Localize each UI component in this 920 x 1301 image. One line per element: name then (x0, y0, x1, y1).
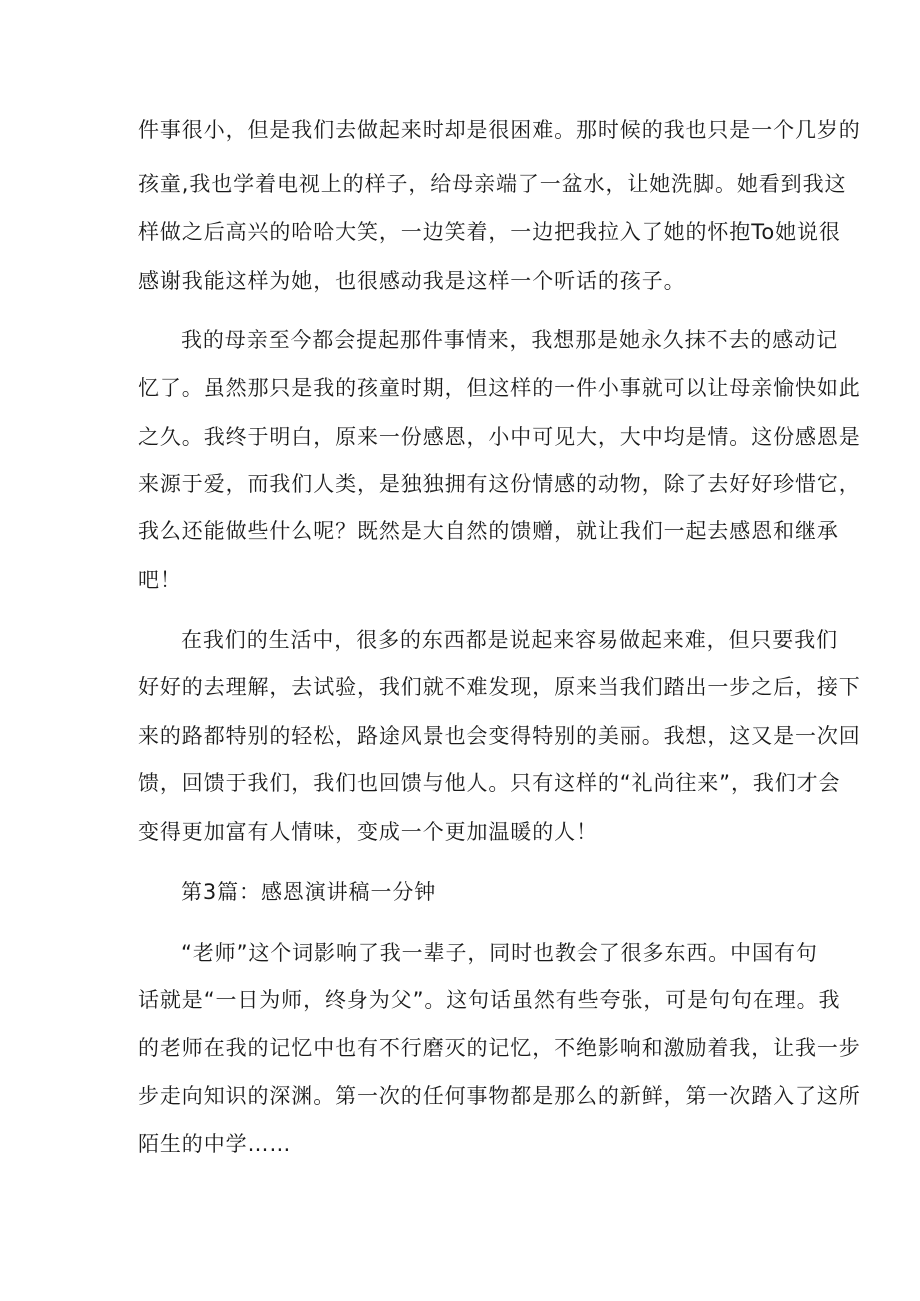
paragraph-3-line-3: 来的路都特别的轻松，路途风景也会变得特别的美丽。我想，这又是一次回 (138, 724, 861, 748)
paragraph-1-line-3: 样做之后高兴的哈哈大笑，一边笑着，一边把我拉入了她的怀抱To她说很 (138, 220, 841, 244)
paragraph-3-line-4: 馈，回馈于我们，我们也回馈与他人。只有这样的“礼尚往来”，我们才会 (138, 771, 841, 795)
paragraph-2-line-2: 忆了。虽然那只是我的孩童时期，但这样的一件小事就可以让母亲愉快如此 (138, 376, 861, 400)
paragraph-2-line-1: 我的母亲至今都会提起那件事情来，我想那是她永久抹不去的感动记 (181, 328, 838, 352)
section-heading: 第3篇：感恩演讲稿一分钟 (181, 880, 437, 904)
paragraph-4-line-5: 陌生的中学…… (138, 1132, 292, 1156)
paragraph-2-line-3: 之久。我终于明白，原来一份感恩，小中可见大，大中均是情。这份感恩是 (138, 425, 861, 449)
paragraph-4-line-1: “老师”这个词影响了我一辈子，同时也教会了很多东西。中国有句 (181, 941, 818, 965)
paragraph-4-line-4: 步走向知识的深渊。第一次的任何事物都是那么的新鲜，第一次踏入了这所 (138, 1084, 861, 1108)
paragraph-4-line-2: 话就是“一日为师，终身为父”。这句话虽然有些夸张，可是句句在理。我 (138, 988, 841, 1012)
paragraph-4-line-3: 的老师在我的记忆中也有不行磨灭的记忆，不绝影响和激励着我，让我一步 (138, 1036, 861, 1060)
paragraph-3-line-1: 在我们的生活中，很多的东西都是说起来容易做起来难，但只要我们 (181, 628, 838, 652)
paragraph-2-line-4: 来源于爱，而我们人类，是独独拥有这份情感的动物，除了去好好珍惜它， (138, 472, 861, 496)
paragraph-3-line-5: 变得更加富有人情味，变成一个更加温暖的人！ (138, 820, 598, 844)
paragraph-2-line-5: 我么还能做些什么呢？既然是大自然的馈赠，就让我们一起去感恩和继承 (138, 519, 839, 543)
paragraph-1-line-2: 孩童,我也学着电视上的样子，给母亲端了一盆水，让她洗脚。她看到我这 (138, 172, 847, 196)
paragraph-1-line-1: 件事很小，但是我们去做起来时却是很困难。那时候的我也只是一个几岁的 (138, 118, 861, 142)
paragraph-2-line-6: 吧！ (138, 568, 182, 592)
paragraph-1-line-4: 感谢我能这样为她，也很感动我是这样一个听话的孩子。 (138, 269, 686, 293)
paragraph-3-line-2: 好好的去理解，去试验，我们就不难发现，原来当我们踏出一步之后，接下 (138, 675, 861, 699)
